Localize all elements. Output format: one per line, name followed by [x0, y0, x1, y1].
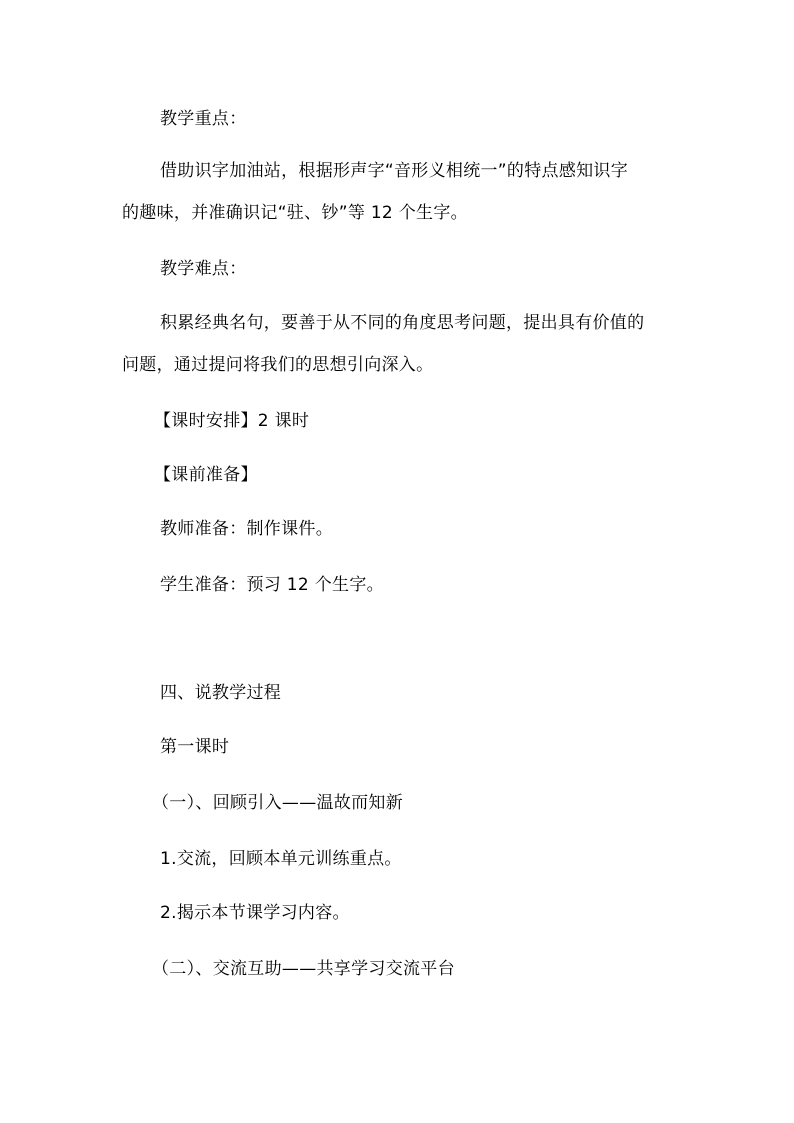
subsection-heading: （一）、回顾引入——温故而知新 [152, 793, 403, 813]
list-item: 1.交流，回顾本单元训练重点。 [160, 849, 402, 869]
teacher-preparation: 教师准备：制作课件。 [160, 519, 333, 539]
section-heading: 四、说教学过程 [160, 683, 282, 703]
paragraph-line: 积累经典名句，要善于从不同的角度思考问题，提出具有价值的 [160, 313, 645, 333]
paragraph-line: 的趣味，并准确识记“驻、钞”等 12 个生字。 [122, 203, 468, 223]
lesson-title: 第一课时 [160, 737, 230, 757]
student-preparation: 学生准备：预习 12 个生字。 [160, 575, 384, 595]
list-item: 2.揭示本节课学习内容。 [160, 903, 350, 923]
preparation-heading: 【课前准备】 [154, 465, 258, 485]
lesson-schedule: 【课时安排】2 课时 [154, 411, 310, 431]
heading-teaching-difficulty: 教学难点： [160, 259, 247, 279]
subsection-heading: （二）、交流互助——共享学习交流平台 [152, 959, 455, 979]
paragraph-line: 借助识字加油站，根据形声字“音形义相统一”的特点感知识字 [160, 161, 629, 181]
paragraph-line: 问题，通过提问将我们的思想引向深入。 [122, 355, 434, 375]
heading-teaching-focus: 教学重点： [160, 109, 247, 129]
